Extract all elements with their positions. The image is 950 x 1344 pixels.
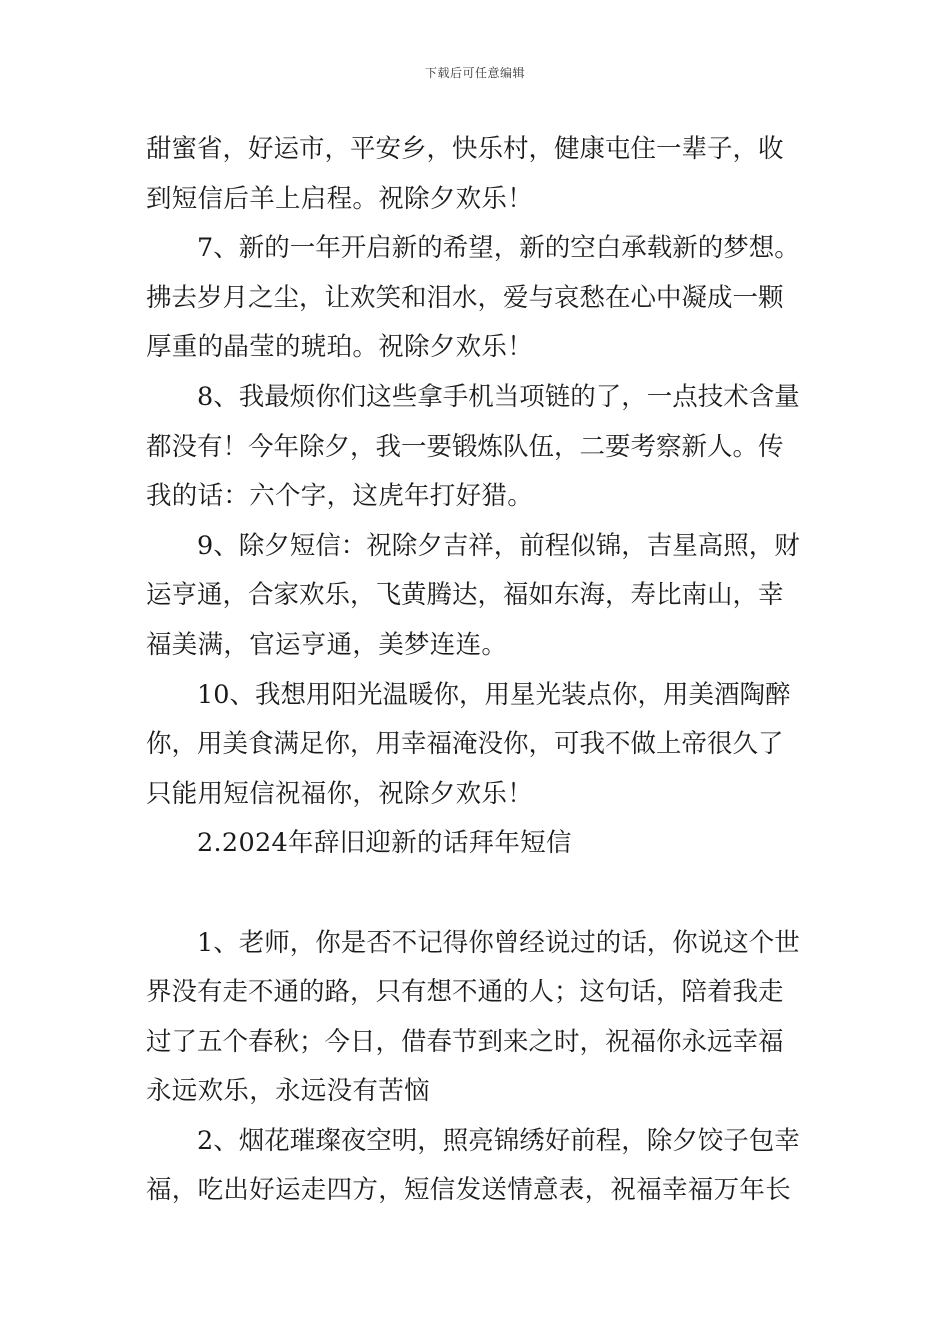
text-line: 拂去岁月之尘，让欢笑和泪水，爱与哀愁在心中凝成一颗 — [146, 282, 784, 313]
text-line: 8、我最烦你们这些拿手机当项链的了，一点技术含量 — [197, 381, 800, 412]
text-line: 9、除夕短信：祝除夕吉祥，前程似锦，吉星高照，财 — [197, 530, 800, 561]
text-line: 福美满，官运亨通，美梦连连。 — [146, 629, 508, 660]
text-line: 运亨通，合家欢乐，飞黄腾达，福如东海，寿比南山，幸 — [146, 580, 784, 611]
text-line: 2.2024年辞旧迎新的话拜年短信 — [197, 828, 572, 859]
text-line: 界没有走不通的路，只有想不通的人；这句话，陪着我走 — [146, 977, 784, 1008]
paragraph — [146, 224, 810, 373]
text-line: 厚重的晶莹的琥珀。祝除夕欢乐！ — [146, 332, 534, 363]
paragraph — [146, 522, 810, 671]
text-line: 甜蜜省，好运市，平安乡，快乐村，健康屯住一辈子，收 — [146, 134, 784, 164]
text-line: 永远欢乐，永远没有苦恼 — [146, 1076, 430, 1107]
text-line: 都没有！今年除夕，我一要锻炼队伍，二要考察新人。传 — [146, 431, 784, 462]
text-line: 到短信后羊上启程。祝除夕欢乐！ — [146, 183, 534, 214]
text-line: 我的话：六个字，这虎年打好猎。 — [146, 481, 534, 512]
paragraph — [146, 1117, 810, 1216]
paragraph-gap — [146, 869, 810, 919]
paragraph — [146, 671, 810, 820]
page-header: 下载后可任意编辑 — [424, 66, 525, 80]
text-line: 1、老师，你是否不记得你曾经说过的话，你说这个世 — [197, 927, 800, 958]
text-line: 2、烟花璀璨夜空明，照亮锦绣好前程，除夕饺子包幸 — [197, 1125, 800, 1156]
paragraph — [146, 373, 810, 522]
text-line: 只能用短信祝福你，祝除夕欢乐！ — [146, 778, 534, 809]
text-line: 福，吃出好运走四方，短信发送情意表，祝福幸福万年长 — [146, 1175, 792, 1206]
text-line: 你，用美食满足你，用幸福淹没你，可我不做上帝很久了 — [146, 729, 784, 760]
paragraph — [146, 125, 810, 224]
document-body — [146, 125, 810, 1216]
text-line: 7、新的一年开启新的希望，新的空白承载新的梦想。 — [197, 233, 800, 264]
paragraph — [146, 919, 810, 1117]
text-line: 过了五个春秋；今日，借春节到来之时，祝福你永远幸福 — [146, 1026, 784, 1057]
text-line: 10、我想用阳光温暖你，用星光装点你，用美酒陶醉 — [197, 679, 791, 710]
paragraph — [146, 819, 810, 869]
